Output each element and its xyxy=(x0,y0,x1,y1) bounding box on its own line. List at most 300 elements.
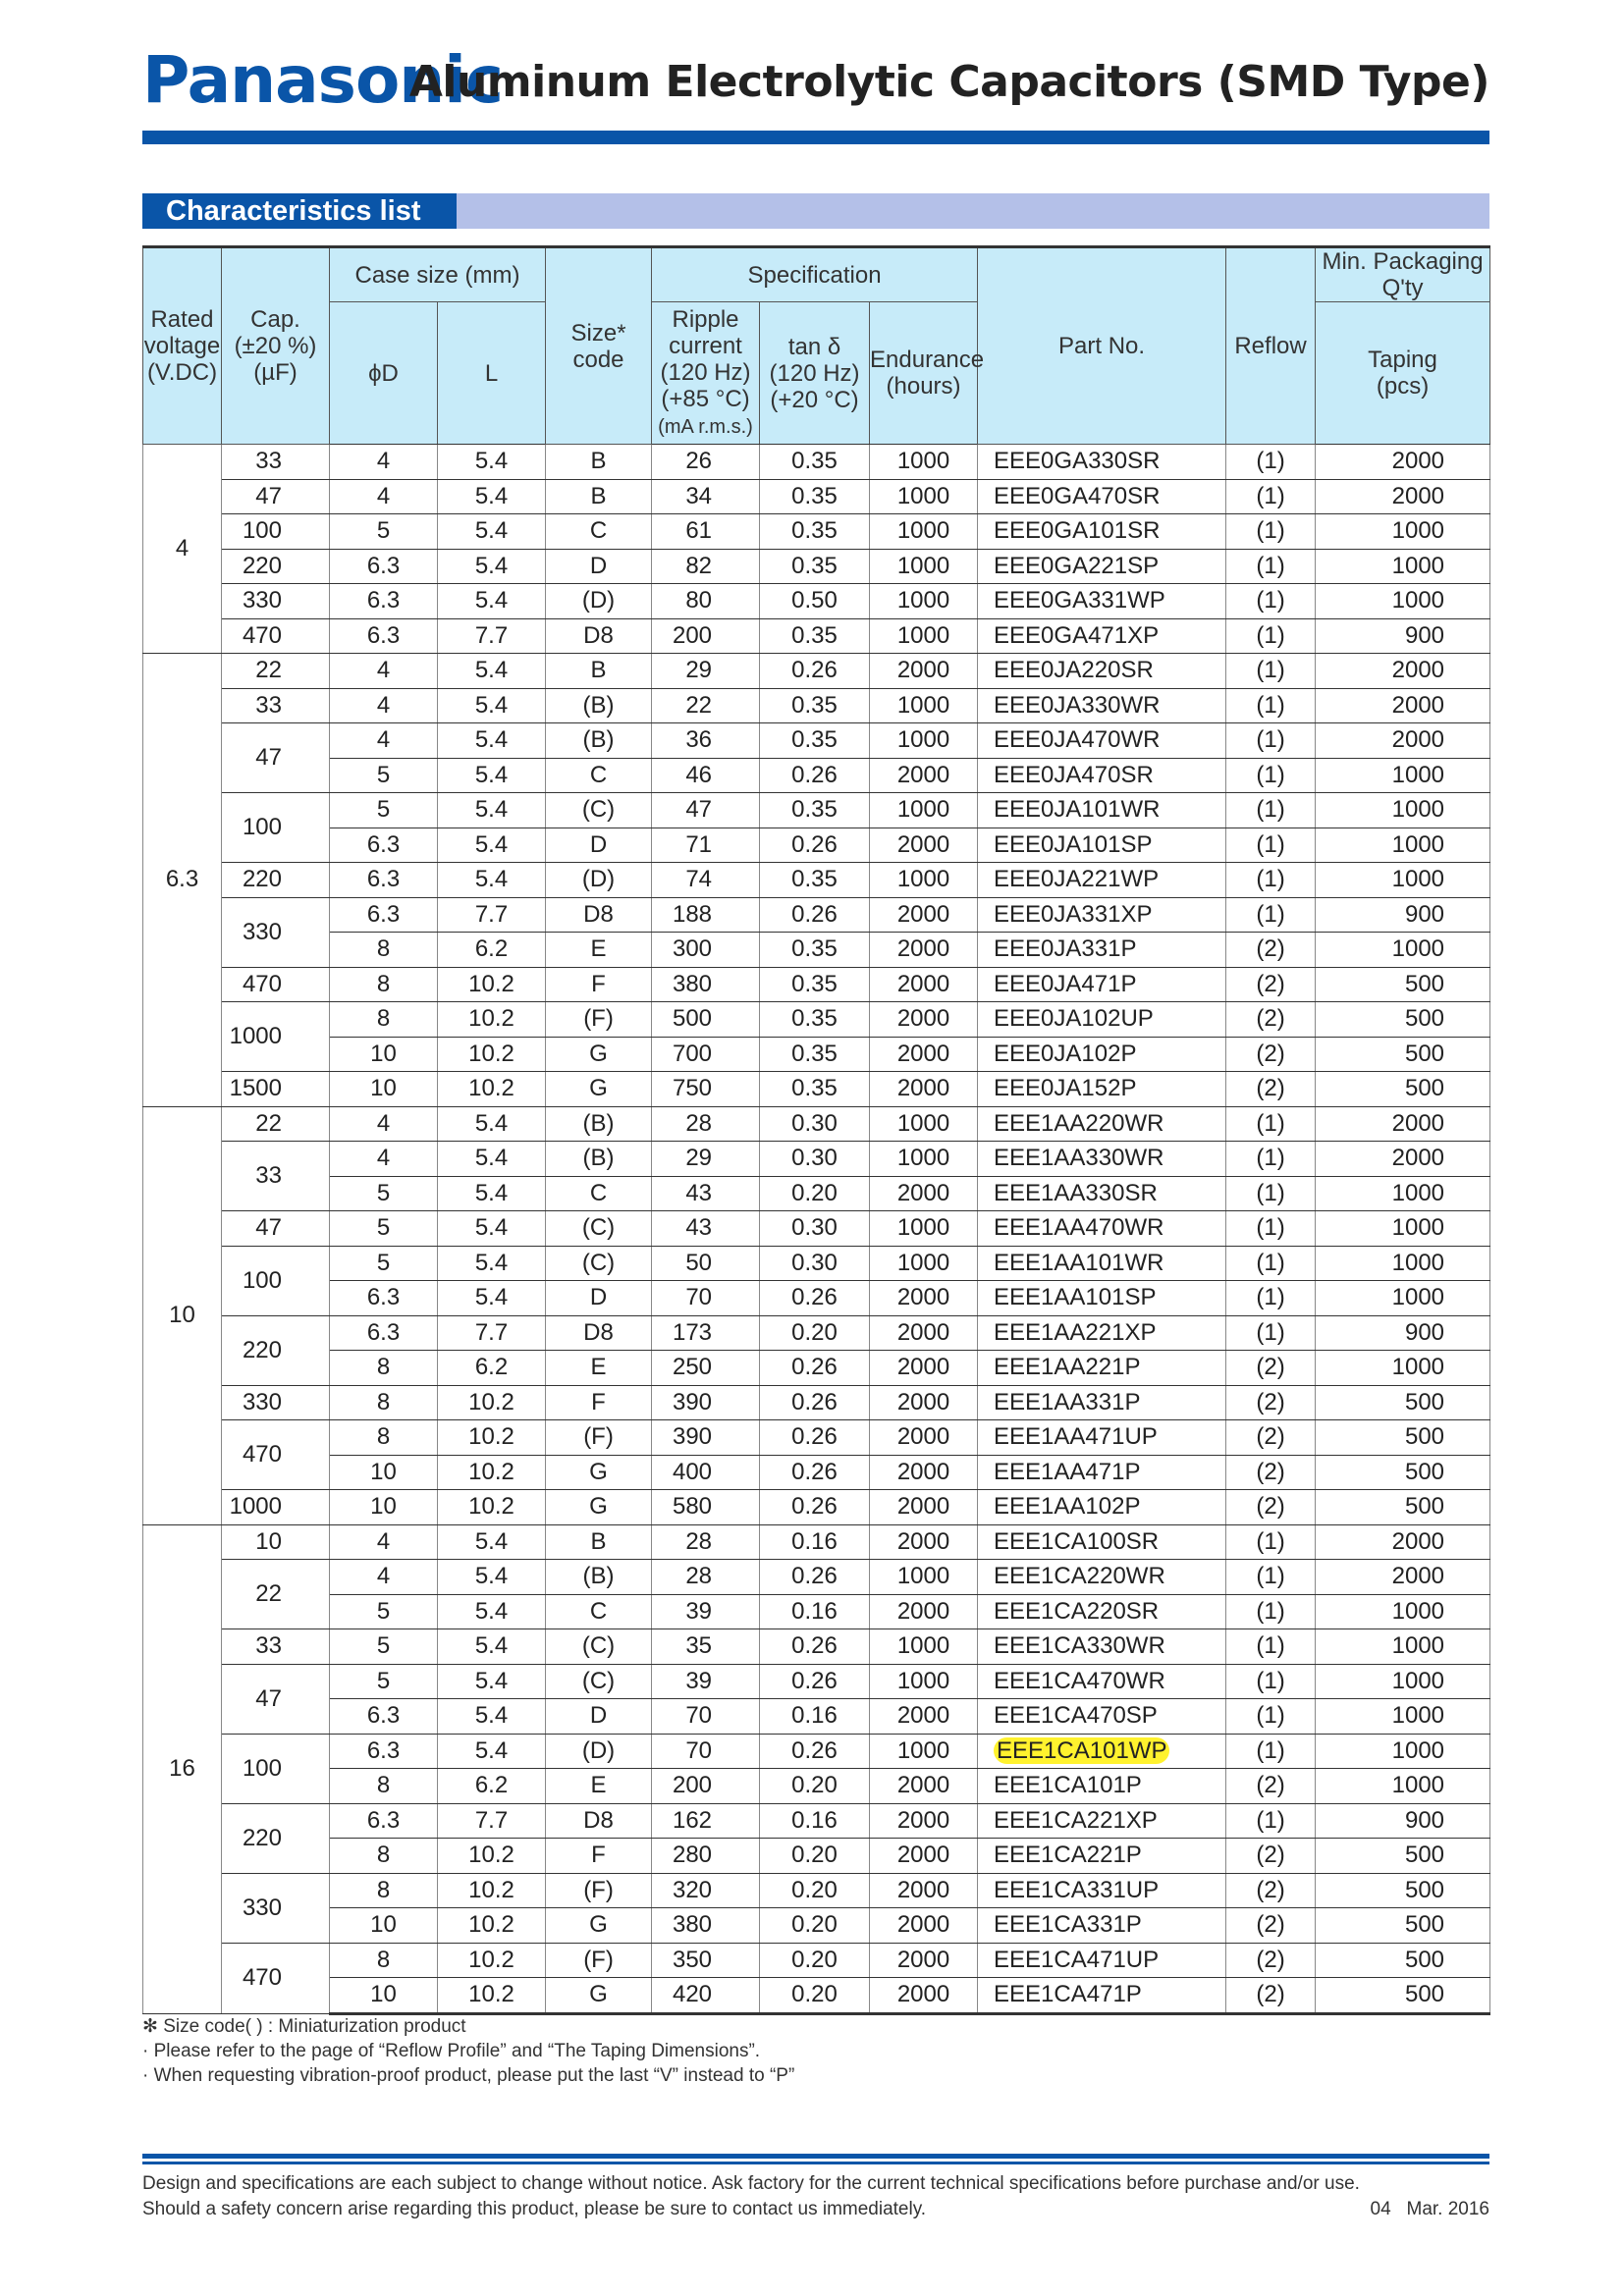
reflow-cell: (1) xyxy=(1226,1106,1316,1142)
taping-qty-cell: 1000 xyxy=(1316,549,1490,584)
length-cell: 6.2 xyxy=(438,1769,546,1804)
rated-voltage-header: Rated voltage (V.DC) xyxy=(143,247,222,445)
taping-qty-cell: 500 xyxy=(1316,1839,1490,1874)
table-row xyxy=(143,1211,1490,1247)
tan-delta-cell: 0.30 xyxy=(760,1211,870,1247)
reflow-cell: (1) xyxy=(1226,654,1316,689)
specification-header: Specification xyxy=(652,247,978,302)
taping-qty-cell: 500 xyxy=(1316,1385,1490,1420)
footer-divider xyxy=(142,2154,1489,2159)
reflow-cell: (2) xyxy=(1226,1385,1316,1420)
table-row xyxy=(143,723,1490,759)
capacitance-cell: 100 xyxy=(222,793,330,863)
taping-qty-cell: 500 xyxy=(1316,1943,1490,1978)
capacitance-cell: 220 xyxy=(222,1803,330,1873)
diameter-cell: 6.3 xyxy=(330,618,438,654)
reflow-cell: (1) xyxy=(1226,584,1316,619)
table-row xyxy=(143,828,1490,863)
length-cell: 5.4 xyxy=(438,1106,546,1142)
size-code-cell: (D) xyxy=(546,1734,652,1769)
ripple-current-cell: 390 xyxy=(652,1385,760,1420)
section-title: Characteristics list xyxy=(142,193,457,229)
part-no-cell: EEE0JA470WR xyxy=(978,723,1226,759)
tan-delta-cell: 0.35 xyxy=(760,549,870,584)
capacitance-cell: 47 xyxy=(222,479,330,514)
footer-disclaimer xyxy=(142,2171,1360,2222)
tan-delta-cell: 0.26 xyxy=(760,1420,870,1456)
endurance-cell: 2000 xyxy=(870,1978,978,2014)
size-code-cell: D xyxy=(546,828,652,863)
endurance-cell: 2000 xyxy=(870,1490,978,1525)
table-row xyxy=(143,1106,1490,1142)
length-cell: 10.2 xyxy=(438,1839,546,1874)
taping-qty-cell: 1000 xyxy=(1316,1211,1490,1247)
diameter-cell: 4 xyxy=(330,1142,438,1177)
size-code-cell: D8 xyxy=(546,1315,652,1351)
page-number: 04 xyxy=(1370,2199,1391,2219)
table-row xyxy=(143,1594,1490,1629)
table-row xyxy=(143,688,1490,723)
endurance-cell: 2000 xyxy=(870,967,978,1002)
part-no-cell: EEE0JA101SP xyxy=(978,828,1226,863)
part-no-cell: EEE1CA221P xyxy=(978,1839,1226,1874)
size-code-cell: C xyxy=(546,1594,652,1629)
endurance-cell: 2000 xyxy=(870,1455,978,1490)
part-no-cell: EEE1CA331P xyxy=(978,1908,1226,1944)
table-row xyxy=(143,1908,1490,1944)
size-code-cell: C xyxy=(546,758,652,793)
capacitance-header: Cap. (±20 %) (µF) xyxy=(222,247,330,445)
ripple-current-cell: 28 xyxy=(652,1524,760,1560)
table-row xyxy=(143,933,1490,968)
table-row xyxy=(143,618,1490,654)
tan-delta-cell: 0.20 xyxy=(760,1908,870,1944)
length-cell: 7.7 xyxy=(438,618,546,654)
length-header: L xyxy=(438,302,546,445)
length-cell: 10.2 xyxy=(438,1455,546,1490)
taping-qty-cell: 1000 xyxy=(1316,1594,1490,1629)
reflow-cell: (1) xyxy=(1226,758,1316,793)
taping-qty-cell: 2000 xyxy=(1316,1106,1490,1142)
document-title: Aluminum Electrolytic Capacitors (SMD Type) xyxy=(408,57,1489,107)
table-row xyxy=(143,1281,1490,1316)
size-code-cell: E xyxy=(546,1769,652,1804)
length-cell: 5.4 xyxy=(438,1594,546,1629)
size-code-cell: (C) xyxy=(546,793,652,828)
table-row xyxy=(143,1072,1490,1107)
part-no-cell: EEE1CA101P xyxy=(978,1769,1226,1804)
diameter-cell: 6.3 xyxy=(330,549,438,584)
length-cell: 10.2 xyxy=(438,1978,546,2014)
reflow-cell: (2) xyxy=(1226,1908,1316,1944)
length-cell: 5.4 xyxy=(438,1281,546,1316)
part-no-cell: EEE0JA102UP xyxy=(978,1002,1226,1038)
capacitance-cell: 100 xyxy=(222,1734,330,1803)
diameter-cell: 5 xyxy=(330,758,438,793)
taping-qty-cell: 1000 xyxy=(1316,863,1490,898)
size-code-cell: (B) xyxy=(546,1106,652,1142)
ripple-current-cell: 400 xyxy=(652,1455,760,1490)
size-code-cell: F xyxy=(546,967,652,1002)
page-header xyxy=(142,37,1489,145)
size-code-cell: (F) xyxy=(546,1420,652,1456)
tan-delta-cell: 0.35 xyxy=(760,863,870,898)
diameter-cell: 8 xyxy=(330,1420,438,1456)
table-row xyxy=(143,1176,1490,1211)
endurance-cell: 1000 xyxy=(870,584,978,619)
endurance-cell: 2000 xyxy=(870,1002,978,1038)
endurance-cell: 2000 xyxy=(870,933,978,968)
length-cell: 10.2 xyxy=(438,1873,546,1908)
size-code-cell: (C) xyxy=(546,1211,652,1247)
endurance-cell: 1000 xyxy=(870,1629,978,1665)
capacitance-cell: 22 xyxy=(222,1106,330,1142)
case-size-header: Case size (mm) xyxy=(330,247,546,302)
table-row xyxy=(143,1420,1490,1456)
reflow-cell: (2) xyxy=(1226,1873,1316,1908)
length-cell: 5.4 xyxy=(438,1664,546,1699)
ripple-current-cell: 29 xyxy=(652,1142,760,1177)
reflow-cell: (1) xyxy=(1226,618,1316,654)
reflow-cell: (1) xyxy=(1226,1176,1316,1211)
reflow-cell: (1) xyxy=(1226,1211,1316,1247)
taping-qty-cell: 1000 xyxy=(1316,933,1490,968)
endurance-cell: 2000 xyxy=(870,828,978,863)
tan-delta-cell: 0.20 xyxy=(760,1176,870,1211)
ripple-current-cell: 28 xyxy=(652,1106,760,1142)
size-code-cell: B xyxy=(546,654,652,689)
endurance-cell: 2000 xyxy=(870,1943,978,1978)
reflow-cell: (1) xyxy=(1226,1629,1316,1665)
ripple-current-cell: 580 xyxy=(652,1490,760,1525)
table-row xyxy=(143,897,1490,933)
endurance-cell: 1000 xyxy=(870,688,978,723)
tan-delta-cell: 0.26 xyxy=(760,1281,870,1316)
ripple-current-cell: 320 xyxy=(652,1873,760,1908)
reflow-cell: (2) xyxy=(1226,1037,1316,1072)
table-row xyxy=(143,1839,1490,1874)
table-row xyxy=(143,514,1490,550)
reflow-cell: (1) xyxy=(1226,863,1316,898)
reflow-cell: (1) xyxy=(1226,479,1316,514)
taping-qty-cell: 1000 xyxy=(1316,758,1490,793)
capacitance-cell: 330 xyxy=(222,1873,330,1943)
min-packaging-header: Min. Packaging Q'ty xyxy=(1316,247,1490,302)
endurance-cell: 1000 xyxy=(870,1560,978,1595)
size-code-header: Size* code xyxy=(546,247,652,445)
size-code-cell: E xyxy=(546,933,652,968)
table-row xyxy=(143,758,1490,793)
capacitance-cell: 220 xyxy=(222,1315,330,1385)
reflow-cell: (1) xyxy=(1226,793,1316,828)
table-row xyxy=(143,1385,1490,1420)
taping-qty-cell: 500 xyxy=(1316,1420,1490,1456)
size-code-cell: G xyxy=(546,1490,652,1525)
capacitance-cell: 470 xyxy=(222,618,330,654)
tan-delta-cell: 0.20 xyxy=(760,1978,870,2014)
ripple-current-cell: 173 xyxy=(652,1315,760,1351)
reflow-cell: (1) xyxy=(1226,514,1316,550)
tan-delta-cell: 0.50 xyxy=(760,584,870,619)
table-row xyxy=(143,1490,1490,1525)
table-row xyxy=(143,1664,1490,1699)
length-cell: 10.2 xyxy=(438,1943,546,1978)
tan-delta-cell: 0.35 xyxy=(760,1072,870,1107)
table-body xyxy=(143,445,1490,2014)
diameter-cell: 6.3 xyxy=(330,828,438,863)
taping-qty-cell: 2000 xyxy=(1316,1524,1490,1560)
tan-delta-cell: 0.35 xyxy=(760,967,870,1002)
length-cell: 10.2 xyxy=(438,1908,546,1944)
tan-delta-cell: 0.26 xyxy=(760,758,870,793)
part-no-cell: EEE1AA471P xyxy=(978,1455,1226,1490)
taping-qty-cell: 2000 xyxy=(1316,1142,1490,1177)
capacitance-cell: 22 xyxy=(222,654,330,689)
taping-qty-cell: 2000 xyxy=(1316,1560,1490,1595)
diameter-cell: 4 xyxy=(330,654,438,689)
reflow-cell: (1) xyxy=(1226,1246,1316,1281)
tan-delta-cell: 0.16 xyxy=(760,1699,870,1735)
length-cell: 5.4 xyxy=(438,863,546,898)
reflow-cell: (1) xyxy=(1226,1142,1316,1177)
ripple-current-cell: 80 xyxy=(652,584,760,619)
taping-qty-cell: 500 xyxy=(1316,1002,1490,1038)
length-cell: 5.4 xyxy=(438,514,546,550)
diameter-cell: 4 xyxy=(330,1560,438,1595)
endurance-cell: 1000 xyxy=(870,1664,978,1699)
length-cell: 5.4 xyxy=(438,1734,546,1769)
ripple-current-cell: 200 xyxy=(652,1769,760,1804)
reflow-cell: (1) xyxy=(1226,1699,1316,1735)
part-no-cell: EEE0GA470SR xyxy=(978,479,1226,514)
table-row xyxy=(143,1142,1490,1177)
ripple-current-cell: 50 xyxy=(652,1246,760,1281)
table-row xyxy=(143,1734,1490,1769)
capacitance-cell: 470 xyxy=(222,1943,330,2013)
ripple-current-cell: 26 xyxy=(652,445,760,480)
part-no-cell xyxy=(978,1734,1226,1769)
length-cell: 10.2 xyxy=(438,1002,546,1038)
endurance-cell: 2000 xyxy=(870,897,978,933)
reflow-cell: (1) xyxy=(1226,828,1316,863)
tan-delta-cell: 0.26 xyxy=(760,1455,870,1490)
part-no-cell: EEE1CA331UP xyxy=(978,1873,1226,1908)
page-date: Mar. 2016 xyxy=(1406,2199,1489,2219)
taping-qty-cell: 1000 xyxy=(1316,514,1490,550)
ripple-current-cell: 350 xyxy=(652,1943,760,1978)
ripple-current-cell: 47 xyxy=(652,793,760,828)
reflow-cell: (2) xyxy=(1226,967,1316,1002)
highlighted-part-no: EEE1CA101WP xyxy=(994,1737,1169,1764)
length-cell: 5.4 xyxy=(438,654,546,689)
capacitance-cell: 100 xyxy=(222,514,330,550)
table-row xyxy=(143,967,1490,1002)
taping-qty-cell: 1000 xyxy=(1316,1281,1490,1316)
length-cell: 5.4 xyxy=(438,1142,546,1177)
reflow-cell: (1) xyxy=(1226,445,1316,480)
length-cell: 10.2 xyxy=(438,1385,546,1420)
rated-voltage-cell: 6.3 xyxy=(143,654,222,1107)
capacitance-cell: 33 xyxy=(222,1142,330,1211)
part-no-cell: EEE0JA470SR xyxy=(978,758,1226,793)
endurance-cell: 2000 xyxy=(870,1769,978,1804)
tan-delta-cell: 0.20 xyxy=(760,1873,870,1908)
size-code-cell: B xyxy=(546,445,652,480)
diameter-cell: 10 xyxy=(330,1978,438,2014)
table-row xyxy=(143,1699,1490,1735)
endurance-cell: 2000 xyxy=(870,1699,978,1735)
part-no-cell: EEE1CA330WR xyxy=(978,1629,1226,1665)
capacitance-cell: 47 xyxy=(222,1664,330,1734)
reflow-cell: (1) xyxy=(1226,1594,1316,1629)
endurance-cell: 1000 xyxy=(870,723,978,759)
table-row xyxy=(143,863,1490,898)
tan-delta-cell: 0.26 xyxy=(760,1351,870,1386)
size-code-cell: G xyxy=(546,1908,652,1944)
endurance-cell: 2000 xyxy=(870,1037,978,1072)
part-no-cell: EEE1AA470WR xyxy=(978,1211,1226,1247)
ripple-current-cell: 22 xyxy=(652,688,760,723)
ripple-current-cell: 300 xyxy=(652,933,760,968)
ripple-current-cell: 700 xyxy=(652,1037,760,1072)
diameter-cell: 6.3 xyxy=(330,1281,438,1316)
capacitance-cell: 33 xyxy=(222,1629,330,1665)
part-no-cell: EEE0GA101SR xyxy=(978,514,1226,550)
taping-qty-cell: 1000 xyxy=(1316,1699,1490,1735)
part-no-cell: EEE1AA221P xyxy=(978,1351,1226,1386)
tan-delta-cell: 0.20 xyxy=(760,1315,870,1351)
part-no-cell: EEE1AA101WR xyxy=(978,1246,1226,1281)
rated-voltage-cell: 10 xyxy=(143,1106,222,1524)
size-code-cell: (F) xyxy=(546,1943,652,1978)
taping-qty-cell: 1000 xyxy=(1316,828,1490,863)
length-cell: 7.7 xyxy=(438,1803,546,1839)
part-no-cell: EEE1CA471P xyxy=(978,1978,1226,2014)
capacitance-cell: 220 xyxy=(222,549,330,584)
tan-delta-cell: 0.35 xyxy=(760,688,870,723)
table-row xyxy=(143,793,1490,828)
size-code-cell: D xyxy=(546,1281,652,1316)
reflow-cell: (2) xyxy=(1226,933,1316,968)
part-no-cell: EEE1CA470WR xyxy=(978,1664,1226,1699)
ripple-current-cell: 390 xyxy=(652,1420,760,1456)
endurance-cell: 1000 xyxy=(870,618,978,654)
table-row xyxy=(143,654,1490,689)
taping-qty-cell: 1000 xyxy=(1316,1246,1490,1281)
part-no-cell: EEE0GA330SR xyxy=(978,445,1226,480)
length-cell: 5.4 xyxy=(438,758,546,793)
reflow-cell: (1) xyxy=(1226,688,1316,723)
taping-qty-cell: 2000 xyxy=(1316,479,1490,514)
part-no-cell: EEE1AA471UP xyxy=(978,1420,1226,1456)
reflow-cell: (1) xyxy=(1226,1560,1316,1595)
ripple-current-cell: 250 xyxy=(652,1351,760,1386)
part-no-cell: EEE0JA331P xyxy=(978,933,1226,968)
part-no-cell: EEE0JA471P xyxy=(978,967,1226,1002)
ripple-current-cell: 46 xyxy=(652,758,760,793)
endurance-cell: 1000 xyxy=(870,445,978,480)
diameter-cell: 10 xyxy=(330,1072,438,1107)
size-code-cell: (B) xyxy=(546,723,652,759)
ripple-current-cell: 61 xyxy=(652,514,760,550)
taping-qty-cell: 1000 xyxy=(1316,584,1490,619)
diameter-cell: 10 xyxy=(330,1490,438,1525)
length-cell: 10.2 xyxy=(438,1420,546,1456)
capacitance-cell: 1000 xyxy=(222,1002,330,1072)
size-code-cell: (F) xyxy=(546,1002,652,1038)
part-no-cell: EEE0JA221WP xyxy=(978,863,1226,898)
part-no-cell: EEE1AA221XP xyxy=(978,1315,1226,1351)
length-cell: 7.7 xyxy=(438,1315,546,1351)
length-cell: 5.4 xyxy=(438,1629,546,1665)
endurance-cell: 2000 xyxy=(870,1072,978,1107)
endurance-cell: 2000 xyxy=(870,1176,978,1211)
length-cell: 5.4 xyxy=(438,549,546,584)
diameter-cell: 10 xyxy=(330,1908,438,1944)
capacitance-cell: 47 xyxy=(222,1211,330,1247)
capacitance-cell: 470 xyxy=(222,1420,330,1490)
tan-delta-cell: 0.26 xyxy=(760,1629,870,1665)
note-size-code: ✻ Size code( ) : Miniaturization product xyxy=(142,2016,466,2037)
reflow-cell: (1) xyxy=(1226,1734,1316,1769)
diameter-cell: 4 xyxy=(330,723,438,759)
diameter-cell: 6.3 xyxy=(330,584,438,619)
ripple-current-cell: 200 xyxy=(652,618,760,654)
tan-delta-cell: 0.20 xyxy=(760,1839,870,1874)
tan-delta-cell: 0.30 xyxy=(760,1142,870,1177)
reflow-cell: (2) xyxy=(1226,1351,1316,1386)
length-cell: 5.4 xyxy=(438,793,546,828)
endurance-cell: 2000 xyxy=(870,1908,978,1944)
length-cell: 5.4 xyxy=(438,1699,546,1735)
endurance-cell: 2000 xyxy=(870,654,978,689)
length-cell: 5.4 xyxy=(438,1176,546,1211)
table-row xyxy=(143,1560,1490,1595)
table-row xyxy=(143,1943,1490,1978)
endurance-cell: 2000 xyxy=(870,1839,978,1874)
length-cell: 5.4 xyxy=(438,445,546,480)
capacitance-cell: 330 xyxy=(222,1385,330,1420)
taping-qty-cell: 1000 xyxy=(1316,1664,1490,1699)
table-row xyxy=(143,1803,1490,1839)
taping-qty-cell: 500 xyxy=(1316,967,1490,1002)
diameter-cell: 4 xyxy=(330,479,438,514)
taping-qty-cell: 500 xyxy=(1316,1978,1490,2014)
part-no-cell: EEE1CA470SP xyxy=(978,1699,1226,1735)
tan-delta-cell: 0.35 xyxy=(760,479,870,514)
capacitance-cell: 1500 xyxy=(222,1072,330,1107)
endurance-cell: 2000 xyxy=(870,1873,978,1908)
ripple-current-cell: 500 xyxy=(652,1002,760,1038)
size-code-cell: (B) xyxy=(546,1142,652,1177)
taping-qty-cell: 2000 xyxy=(1316,445,1490,480)
ripple-current-cell: 71 xyxy=(652,828,760,863)
size-code-cell: (D) xyxy=(546,584,652,619)
tan-delta-cell: 0.35 xyxy=(760,933,870,968)
tan-delta-cell: 0.35 xyxy=(760,514,870,550)
taping-qty-cell: 1000 xyxy=(1316,1769,1490,1804)
taping-qty-cell: 1000 xyxy=(1316,1176,1490,1211)
ripple-current-cell: 70 xyxy=(652,1699,760,1735)
part-no-cell: EEE1AA330SR xyxy=(978,1176,1226,1211)
table-row xyxy=(143,1978,1490,2014)
diameter-cell: 6.3 xyxy=(330,1803,438,1839)
tan-delta-cell: 0.20 xyxy=(760,1769,870,1804)
endurance-cell: 1000 xyxy=(870,1106,978,1142)
ripple-current-cell: 74 xyxy=(652,863,760,898)
table-row xyxy=(143,479,1490,514)
size-code-cell: B xyxy=(546,1524,652,1560)
